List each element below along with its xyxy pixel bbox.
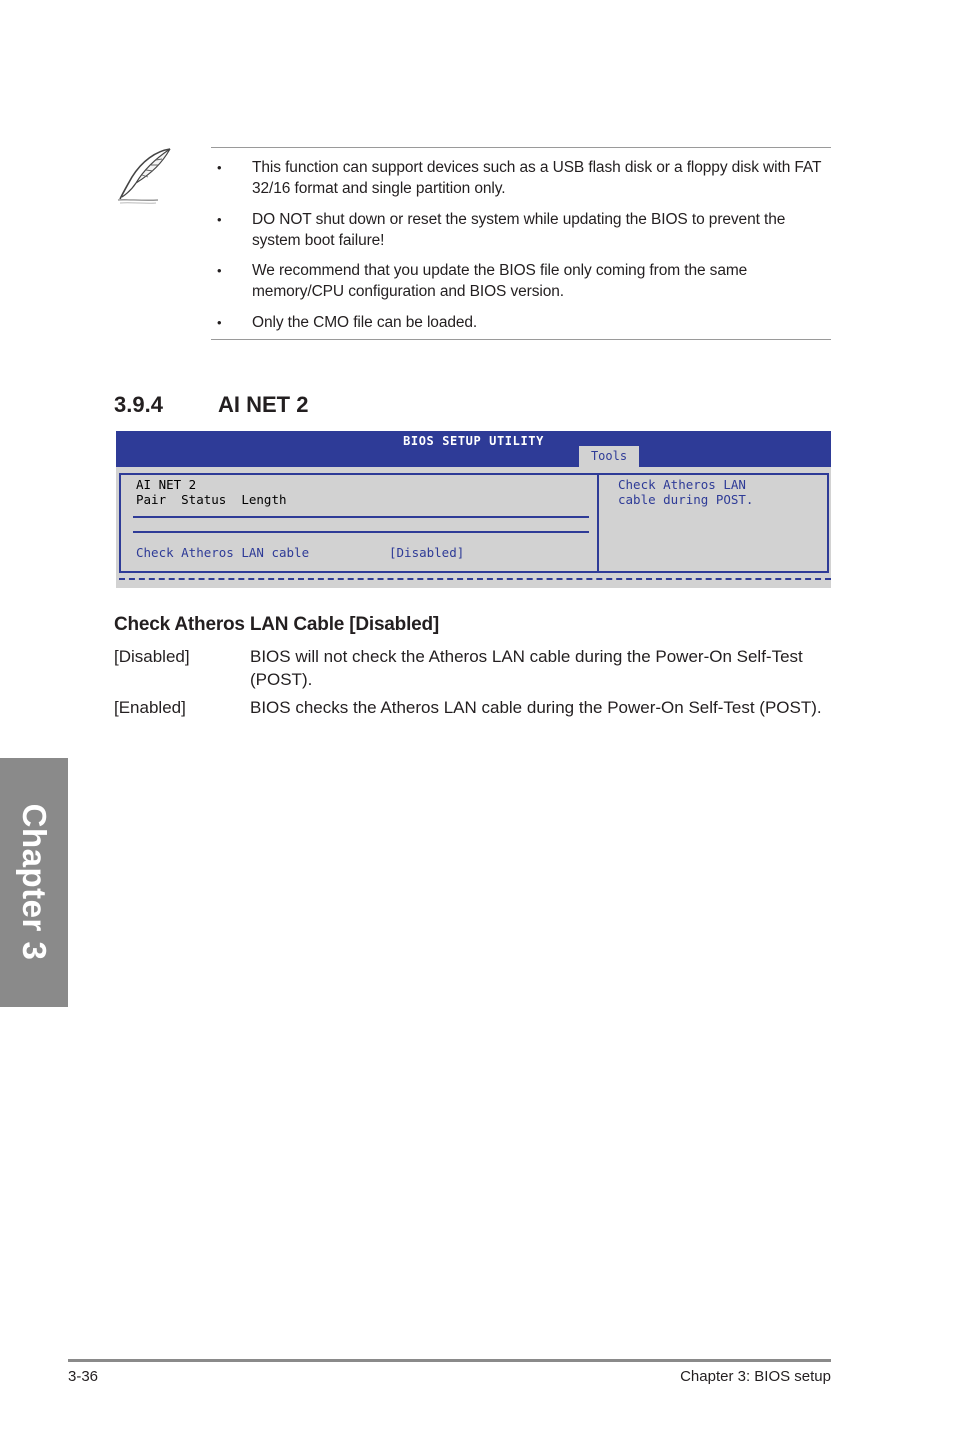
- bios-help-line: cable during POST.: [618, 492, 754, 507]
- note-bottom-rule: [211, 339, 831, 340]
- note-list: [211, 157, 831, 342]
- check-lan-cable-option[interactable]: Check Atheros LAN cable: [136, 545, 310, 560]
- bios-panel-split: [597, 475, 599, 571]
- section-title: AI NET 2: [218, 392, 309, 417]
- bios-column-headers: Pair Status Length: [136, 492, 287, 507]
- tab-tools[interactable]: Tools: [579, 446, 639, 467]
- note-item: • DO NOT shut down or reset the system while updating the BIOS to prevent the system boot failure!: [217, 210, 786, 249]
- bios-screen: [116, 431, 831, 588]
- bios-title: BIOS SETUP UTILITY: [403, 434, 544, 448]
- footer-rule: [68, 1359, 831, 1362]
- footer-chapter-title: Chapter 3: BIOS setup: [680, 1368, 831, 1385]
- bios-divider: [133, 516, 589, 518]
- bios-divider: [133, 531, 589, 533]
- option-key: [Enabled]: [114, 698, 186, 717]
- bios-header-bar: [116, 431, 831, 467]
- check-lan-cable-value[interactable]: [Disabled]: [389, 545, 465, 560]
- note-item: • This function can support devices such as a USB flash disk or a floppy disk with FAT 32/16 format and single partition only.: [217, 159, 822, 197]
- bullet-icon: •: [217, 263, 222, 278]
- bullet-icon: •: [217, 314, 222, 330]
- feather-note-icon: [112, 143, 176, 207]
- option-description: BIOS will not check the Atheros LAN cable during the Power-On Self-Test (POST).: [250, 647, 803, 689]
- note-item: • Only the CMO file can be loaded.: [217, 313, 478, 331]
- bios-dashed-border: [119, 578, 831, 580]
- page-number: 3-36: [68, 1368, 99, 1385]
- option-key: [Disabled]: [114, 647, 190, 666]
- bios-help-line: Check Atheros LAN: [618, 477, 746, 492]
- note-item: • We recommend that you update the BIOS file only coming from the same memory/CPU configuration and BIOS version.: [217, 262, 748, 300]
- chapter-side-label: Chapter 3: [16, 803, 53, 961]
- option-description: BIOS checks the Atheros LAN cable during the Power-On Self-Test (POST).: [250, 698, 822, 717]
- section-number: 3.9.4: [114, 392, 163, 417]
- bullet-icon: •: [217, 211, 222, 227]
- chapter-side-tab: [0, 758, 68, 1007]
- option-heading: Check Atheros LAN Cable [Disabled]: [114, 614, 440, 635]
- bios-panel-frame: [119, 473, 829, 573]
- bios-panel-title: AI NET 2: [136, 477, 197, 492]
- bullet-icon: •: [217, 160, 222, 175]
- note-top-rule: [211, 147, 831, 148]
